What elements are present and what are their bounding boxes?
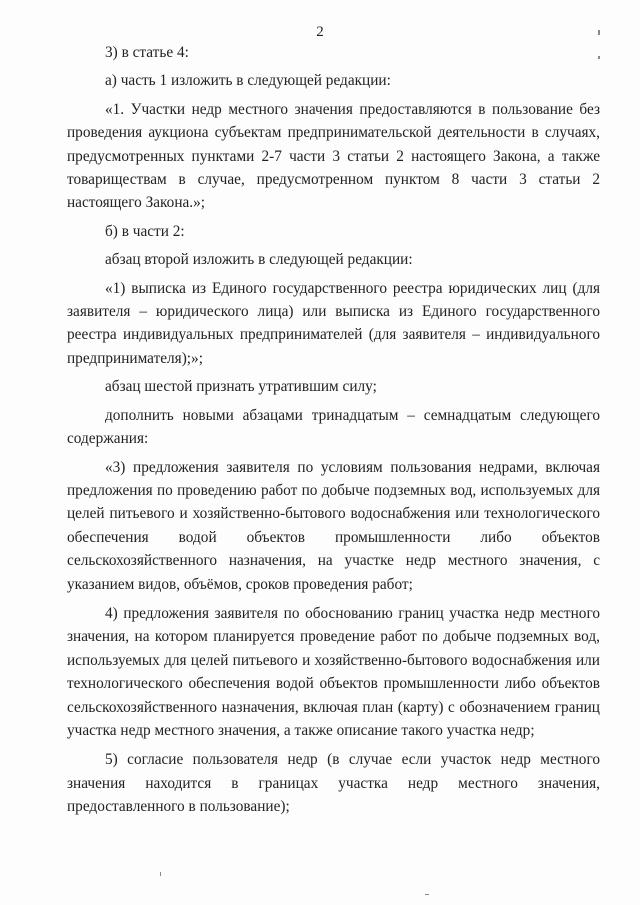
document-body — [67, 41, 600, 824]
paragraph-sixth-abzac: абзац шестой признать утратившим силу; — [105, 378, 377, 396]
paragraph-second-abzac: абзац второй изложить в следующей редакции: — [105, 251, 413, 269]
paragraph-item-1: «1) выписка из Единого государственного реестра юридических лиц (для заявителя – юридического лица) или выписка из Единого государственного реестра индивидуальных предпринимателей (для заявителя – индивидуального предпринимателя);»; — [67, 279, 600, 367]
paragraph-item-5: 5) согласие пользователя недр (в случае если участок недр местного значения находится в границах участка недр местного значения, предоставленного в пользование); — [67, 751, 600, 816]
scan-mark-top-right — [598, 30, 600, 35]
paragraph-part-2-intro: б) в части 2: — [105, 222, 185, 240]
scan-mark-bottom-left — [160, 872, 161, 876]
paragraph-part-1-text: «1. Участки недр местного значения предоставляются в пользование без проведения аукциона субъектам предпринимательской деятельности в случаях, предусмотренных пунктами 2-7 части 3 статьи 2 настоящего Закона, а также товариществам в случае, предусмотренном пунктом 8 части 3 статьи 2 настоящего Закона.»; — [67, 100, 600, 212]
scan-mark-right — [598, 56, 600, 59]
paragraph-item-3: «3) предложения заявителя по условиям пользования недрами, включая предложения по проведению работ по добыче подземных вод, используемых для целей питьевого и хозяйственно-бытового водоснабжения или технологического обеспечения водой объектов промышленности либо объектов сельскохозяйственного назначения, на участке недр местного значения, с указанием видов, объёмов, сроков проведения работ; — [67, 458, 600, 593]
paragraph-new-abzacs: дополнить новыми абзацами тринадцатым – семнадцатым следующего содержания: — [67, 406, 600, 448]
paragraph-part-1-intro: а) часть 1 изложить в следующей редакции: — [105, 72, 391, 90]
page-number: 2 — [316, 24, 324, 40]
paragraph-article-4: 3) в статье 4: — [105, 44, 189, 61]
scan-mark-bottom — [425, 894, 429, 895]
paragraph-item-4: 4) предложения заявителя по обоснованию границ участка недр местного значения, на котором планируется проведение работ по добыче подземных вод, используемых для целей питьевого и хозяйственно-бытового водоснабжения или технологического обеспечения водой объектов промышленности либо объектов сельскохозяйственного назначения, включая план (карту) с обозначением границ участка недр местного значения, а также описание такого участка недр; — [67, 604, 600, 739]
